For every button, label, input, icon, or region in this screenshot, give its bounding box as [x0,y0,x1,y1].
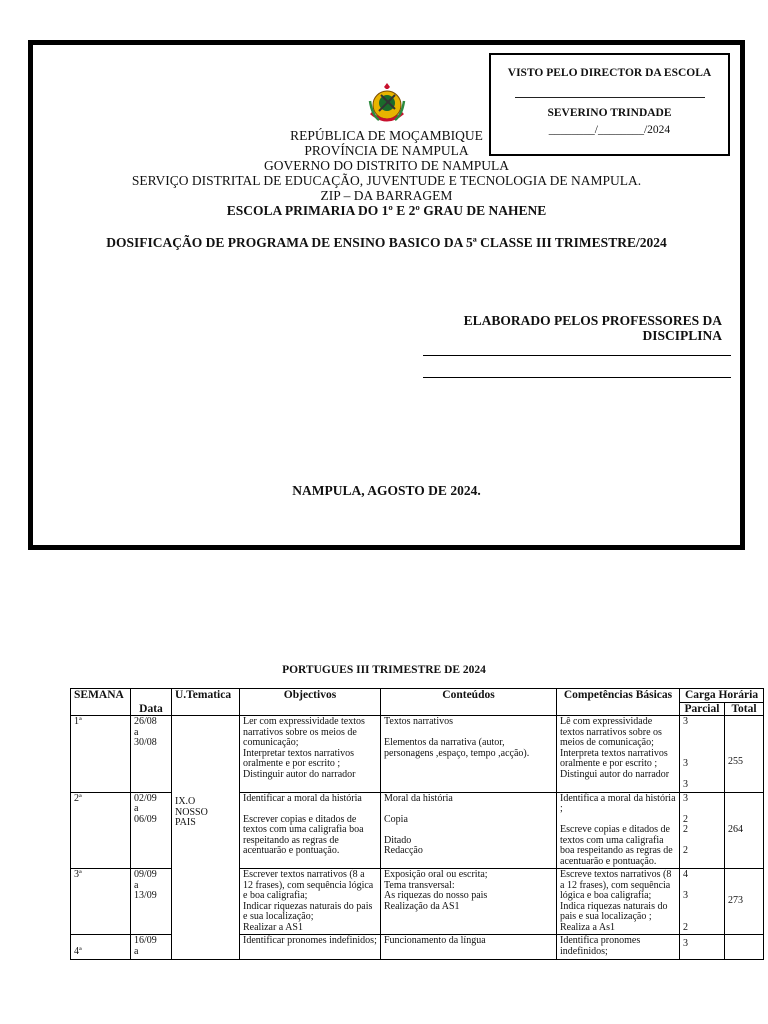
table-title: PORTUGUES III TRIMESTRE DE 2024 [282,664,486,676]
place-and-date: NAMPULA, AGOSTO DE 2024. [292,483,481,498]
signature-line [515,87,705,98]
cell-competencias: Identifica a moral da história ; Escreve copias e ditados de textos com uma caligrafia boa respeitando as regras de acentuarão e pontuação. [557,792,680,869]
col-data: Data [131,689,172,716]
cell-competencias: Escreve textos narrativos (8 a 12 frases), com sequência lógica e boa caligrafia; Indica riquezas naturais do pais e sua localização ; Realiza a As1 [557,869,680,935]
cell-total: 255 [725,716,764,793]
col-conteudos: Conteúdos [381,689,557,716]
cell-parcial: 3 [680,935,725,960]
teacher-signature-line-2 [423,377,731,378]
cell-unit: IX.O NOSSO PAIS [172,716,240,960]
cell-objectivos: Ler com expressividade textos narrativos sobre os meios de comunicação; Interpretar textos narrativos oralmente e por escrito ; Distinguir autor do narrador [240,716,381,793]
program-table [70,688,764,960]
cell-data: 16/09 a [131,935,172,960]
cell-semana: 1ª [71,716,131,793]
approval-title: VISTO PELO DIRECTOR DA ESCOLA [507,67,712,79]
col-carga-horaria: Carga Horária [680,689,764,703]
cell-conteudos: Funcionamento da língua [381,935,557,960]
header-zip: ZIP – DA BARRAGEM [320,188,453,203]
approval-date-line: ________/________/2024 [548,124,671,136]
cell-conteudos: Textos narrativos Elementos da narrativa (autor, personagens ,espaço, tempo ,acção). [381,716,557,793]
cover-page-frame [28,40,745,550]
elaborated-by: ELABORADO PELOS PROFESSORES DA DISCIPLINA [463,313,722,343]
teacher-signature-line-1 [423,355,731,356]
col-utematica: U.Tematica [172,689,240,716]
header-district-service: SERVIÇO DISTRITAL DE EDUCAÇÃO, JUVENTUDE E TECNOLOGIA DE NAMPULA. [131,173,642,188]
cell-objectivos: Identificar a moral da história Escrever copias e ditados de textos com uma caligrafia boa respeitando as regras de acentuarão e pontuação. [240,792,381,869]
cell-total: 264 [725,792,764,869]
cell-semana: 4ª [71,935,131,960]
cell-total [725,935,764,960]
cell-data: 26/08 a 30/08 [131,716,172,793]
cell-data: 09/09 a 13/09 [131,869,172,935]
table-row [71,716,764,793]
cell-parcial: 3 3 3 [680,716,725,793]
cell-parcial: 3 2 2 2 [680,792,725,869]
cell-semana: 2ª [71,792,131,869]
cell-semana: 3ª [71,869,131,935]
cell-conteudos: Exposição oral ou escrita; Tema transversal: As riquezas do nosso pais Realização da AS1 [381,869,557,935]
col-total: Total [725,702,764,716]
col-competencias: Competências Básicas [557,689,680,716]
cell-competencias: Identifica pronomes indefinidos; [557,935,680,960]
col-objectivos: Objectivos [240,689,381,716]
cell-objectivos: Identificar pronomes indefinidos; [240,935,381,960]
cell-parcial: 4 3 2 [680,869,725,935]
header-republic: REPÚBLICA DE MOÇAMBIQUE [290,128,483,143]
cell-data: 02/09 a 06/09 [131,792,172,869]
col-parcial: Parcial [680,702,725,716]
col-semana: SEMANA [71,689,131,716]
document-title: DOSIFICAÇÃO DE PROGRAMA DE ENSINO BASICO DA 5ª CLASSE III TRIMESTRE/2024 [106,235,667,250]
header-district-government: GOVERNO DO DISTRITO DE NAMPULA [264,158,509,173]
cell-competencias: Lê com expressividade textos narrativos sobre os meios de comunicação; Interpreta textos narrativos oralmente e por escrito ; Distingui autor do narrador [557,716,680,793]
cell-total: 273 [725,869,764,935]
director-name: SEVERINO TRINDADE [547,107,672,119]
cell-conteudos: Moral da história Copia Ditado Redacção [381,792,557,869]
mozambique-emblem-icon [367,83,407,127]
header-province: PROVÍNCIA DE NAMPULA [304,143,469,158]
cell-objectivos: Escrever textos narrativos (8 a 12 frases), com sequência lógica e boa caligrafia; Indicar riquezas naturais do pais e sua localização; Realizar a AS1 [240,869,381,935]
header-school-name: ESCOLA PRIMARIA DO 1º E 2º GRAU DE NAHENE [226,203,547,218]
